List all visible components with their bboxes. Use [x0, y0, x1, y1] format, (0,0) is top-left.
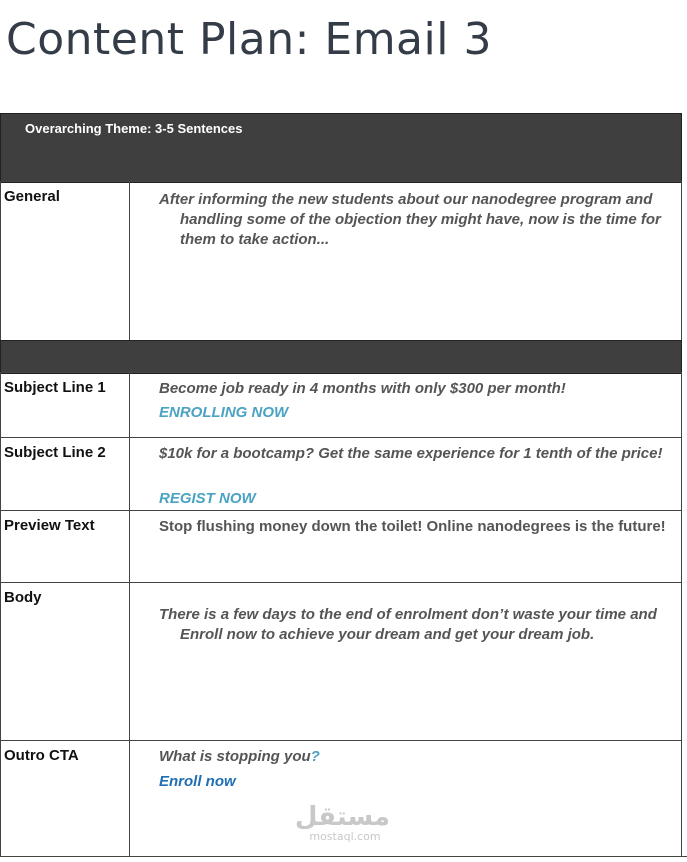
column-divider: [129, 373, 130, 438]
column-divider: [129, 438, 130, 511]
label-body: Body: [4, 589, 42, 606]
text-outro: [159, 747, 687, 767]
row-preview-text: [0, 510, 682, 583]
label-subject-line-2: Subject Line 2: [4, 444, 106, 461]
cta-enroll-now[interactable]: Enroll now: [159, 773, 236, 790]
column-divider: [129, 511, 130, 583]
label-subject-line-1: Subject Line 1: [4, 379, 106, 396]
cta-enrolling-now[interactable]: ENROLLING NOW: [159, 404, 289, 421]
cta-regist-now[interactable]: REGIST NOW: [159, 490, 256, 507]
row-subject-line-1: [0, 372, 682, 438]
theme-header-label: Overarching Theme: 3-5 Sentences: [25, 121, 243, 136]
text-preview: Stop flushing money down the toilet! Online nanodegrees is the future!: [159, 518, 666, 535]
label-general: General: [4, 188, 60, 205]
watermark: [294, 802, 390, 843]
outro-question: What is stopping you: [159, 748, 311, 765]
text-subject-line-1: Become job ready in 4 months with only $300 per month!: [159, 380, 566, 397]
row-body: [0, 582, 682, 741]
label-preview-text: Preview Text: [4, 517, 95, 534]
text-subject-line-2: $10k for a bootcamp? Get the same experience for 1 tenth of the price!: [159, 445, 663, 462]
outro-question-mark: ?: [310, 748, 320, 765]
watermark-arabic: مستقل: [294, 802, 390, 832]
table-bottom-border: [0, 856, 687, 857]
row-subject-line-2: [0, 437, 682, 511]
column-divider: [129, 182, 130, 341]
text-general: After informing the new students about our nanodegree program and handling some of the objection they might have, now is the time for them to take action...: [159, 191, 661, 248]
row-general: [0, 181, 682, 341]
page-title: Content Plan: Email 3: [6, 14, 492, 65]
text-body: There is a few days to the end of enrolment don’t waste your time and Enroll now to achieve your dream and get your dream job.: [159, 606, 657, 643]
label-outro-cta: Outro CTA: [4, 747, 79, 764]
watermark-latin: mostaql.com: [309, 830, 381, 843]
section-band: [0, 340, 682, 374]
column-divider: [129, 583, 130, 741]
column-divider: [129, 741, 130, 857]
theme-header: [0, 113, 682, 183]
